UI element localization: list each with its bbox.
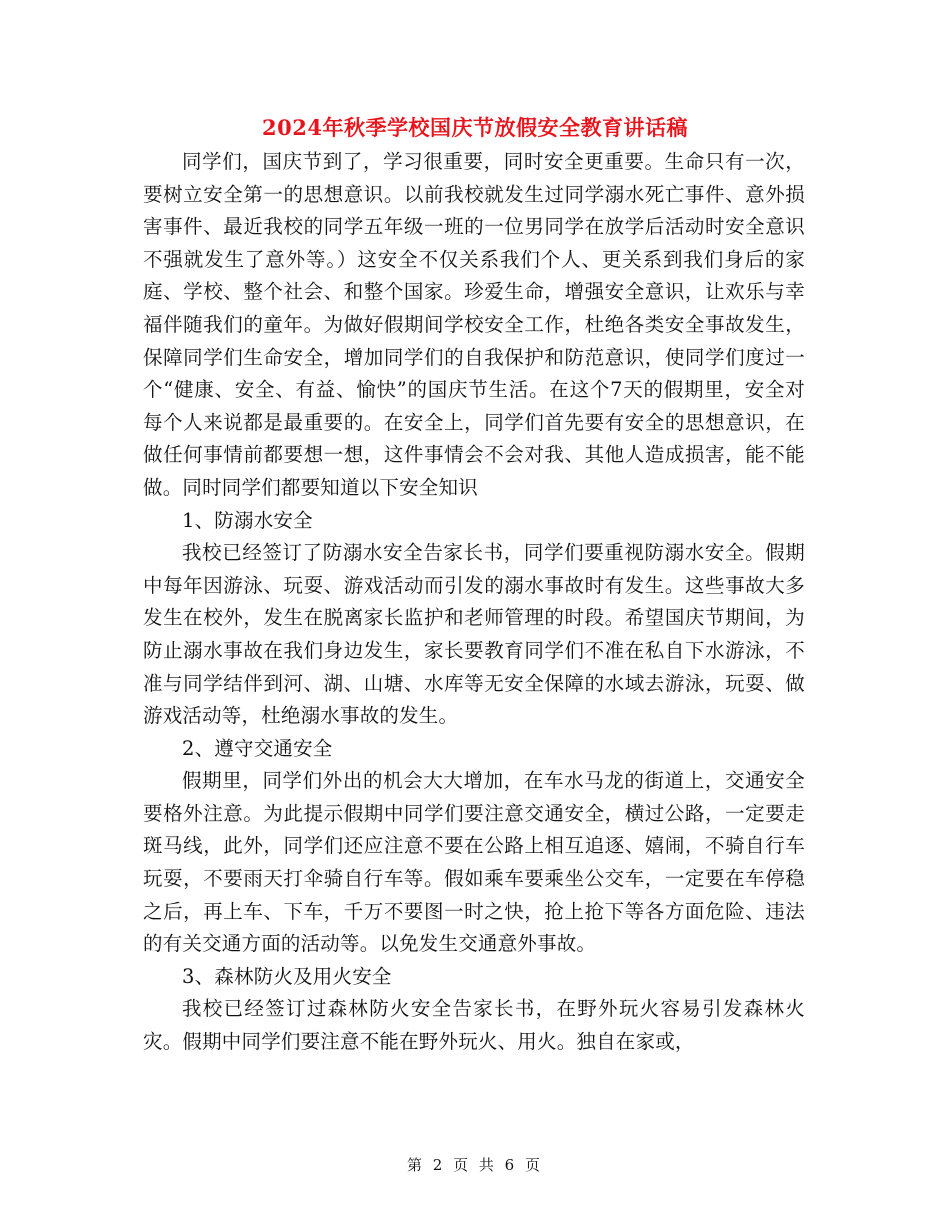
section-heading-fire: 3、森林防火及用火安全 xyxy=(182,964,392,988)
fire-paragraph: 我校已经签订过森林防火安全告家长书，在野外玩火容易引发森林火灾。假期中同学们要注意不能在野外玩火、用火。独自在家或， xyxy=(143,997,805,1054)
document-body xyxy=(143,146,805,1059)
traffic-paragraph: 假期里，同学们外出的机会大大增加，在车水马龙的街道上，交通安全要格外注意。为此提示假期中同学们要注意交通安全，横过公路，一定要走斑马线，此外，同学们还应注意不要在公路上相互追逐、嬉闹，不骑自行车玩耍，不要雨天打伞骑自行车等。假如乘车要乘坐公交车，一定要在车停稳之后，再上车、下车，千万不要图一时之快，抢上抢下等各方面危险、违法的有关交通方面的活动等。以免发生交通意外事故。 xyxy=(143,769,805,956)
document-title: 2024年秋季学校国庆节放假安全教育讲话稿 xyxy=(262,115,688,140)
drowning-paragraph: 我校已经签订了防溺水安全告家长书，同学们要重视防溺水安全。假期中每年因游泳、玩耍、游戏活动而引发的溺水事故时有发生。这些事故大多发生在校外，发生在脱离家长监护和老师管理的时段。希望国庆节期间，为防止溺水事故在我们身边发生，家长要教育同学们不准在私自下水游泳，不准与同学结伴到河、湖、山塘、水库等无安全保障的水域去游泳，玩耍、做游戏活动等，杜绝溺水事故的发生。 xyxy=(143,541,805,728)
section-heading-drowning: 1、防溺水安全 xyxy=(182,508,313,532)
page-number-footer: 第 2 页 共 6 页 xyxy=(407,1156,543,1174)
intro-paragraph: 同学们，国庆节到了，学习很重要，同时安全更重要。生命只有一次，要树立安全第一的思想意识。以前我校就发生过同学溺水死亡事件、意外损害事件、最近我校的同学五年级一班的一位男同学在放学后活动时安全意识不强就发生了意外等。）这安全不仅关系我们个人、更关系到我们身后的家庭、学校、整个社会、和整个国家。珍爱生命，增强安全意识，让欢乐与幸福伴随我们的童年。为做好假期间学校安全工作，杜绝各类安全事故发生，保障同学们生命安全，增加同学们的自我保护和防范意识，使同学们度过一个“健康、安全、有益、愉快”的国庆节生活。在这个7天的假期里，安全对每个人来说都是最重要的。在安全上，同学们首先要有安全的思想意识，在做任何事情前都要想一想，这件事情会不会对我、其他人造成损害，能不能做。同时同学们都要知道以下安全知识 xyxy=(143,150,805,499)
section-heading-traffic: 2、遵守交通安全 xyxy=(182,736,333,760)
